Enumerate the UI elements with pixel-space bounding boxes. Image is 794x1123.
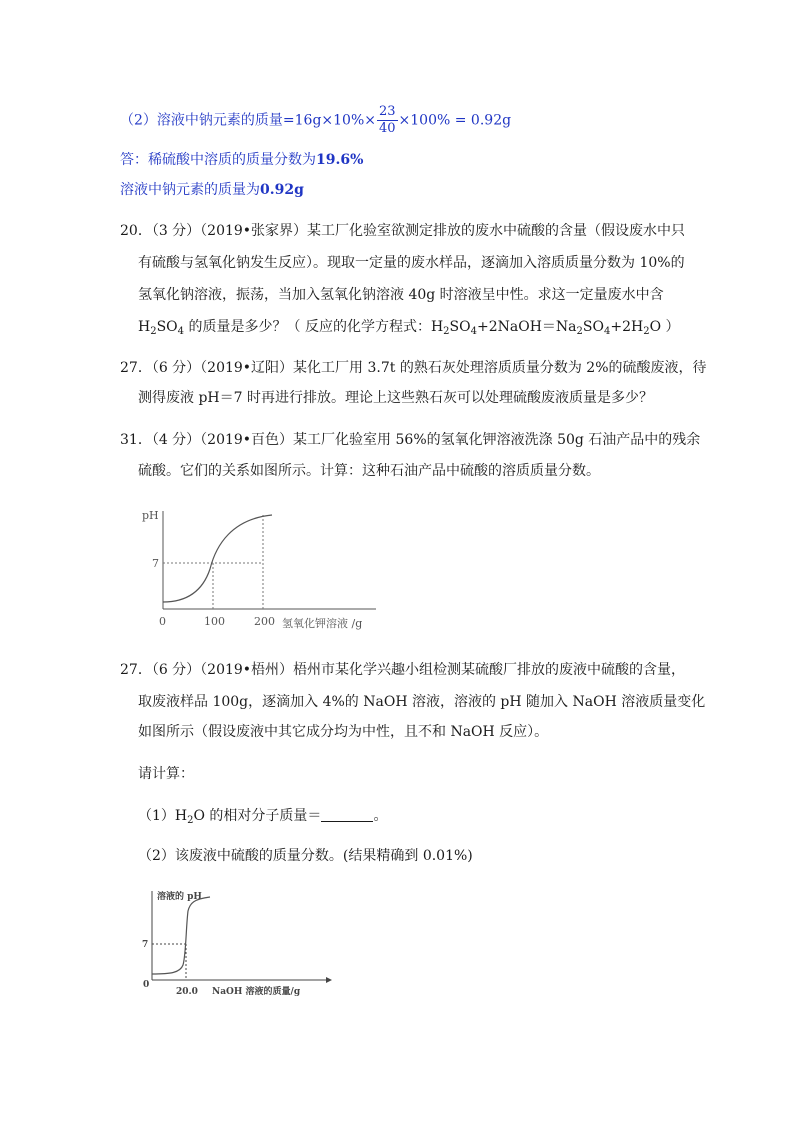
chart2-xlabel: NaOH 溶液的质量/g [212,987,301,997]
answer-part2-label: （2）溶液中钠元素的质量= [120,112,295,129]
chart1-curve [163,515,272,602]
formula-subscript: 4 [603,326,611,337]
q31-line-2: 硫酸。它们的关系如图所示。计算：这种石油产品中硫酸的溶质质量分数。 [138,463,600,479]
formula-subscript: 2 [576,326,583,337]
formula-part: SO [156,319,178,335]
chart2-ytick-7: 7 [142,940,149,950]
chart2-xtick: 20.0 [176,987,198,997]
chart2-x-arrow [326,977,332,983]
fraction [377,104,398,137]
answer-part2-expr-right: ×100% = 0.92g [398,112,512,129]
answer-part2-expr-left: 16g×10%× [294,112,376,129]
answer-part2-line [120,104,511,137]
formula-part: +2NaOH＝Na [476,319,577,335]
formula-part: +2H [610,319,644,335]
chart1-xtick-100: 100 [204,615,225,628]
q27a-line-2: 测得废液 pH＝7 时再进行排放。理论上这些熟石灰可以处理硫酸废液质量是多少？ [138,390,653,406]
q27b-line-1: 27．（6 分）（2019•梧州）梧州市某化学兴趣小组检测某硫酸厂排放的废液中硫酸的含量， [120,662,686,678]
q27b-sub1-text: O 的相对分子质量＝ [193,808,322,824]
q20-line-2: 有硫酸与氢氧化钠发生反应）。现取一定量的废水样品，逐滴加入溶质质量分数为 10%的 [138,255,685,271]
chart2-origin: 0 [143,980,150,990]
chart1-xtick-200: 200 [254,615,275,628]
fraction-denominator: 40 [379,121,396,136]
answer-line-1 [120,150,363,170]
answer-blank[interactable] [321,807,373,822]
chart1-origin: 0 [159,615,166,628]
formula-subscript: 4 [470,326,477,337]
chart1-ylabel: pH [142,509,159,522]
formula-part: 的质量是多少？（ 反应的化学方程式：H [184,319,444,335]
answer-1-value: 19.6% [316,152,364,168]
answer-2-value: 0.92g [260,182,304,198]
formula-part: SO [582,319,604,335]
chart-ph-vs-naoh [140,887,340,999]
q27b-line-6: （2）该废液中硫酸的质量分数。(结果精确到 0.01%) [138,848,473,864]
chart2-curve [152,897,210,974]
chart2-ylabel: 溶液的 pH [157,892,202,902]
q27a-line-1: 27．（6 分）（2019•辽阳）某化工厂用 3.7t 的熟石灰处理溶质质量分数为 2%的硫酸废液，待 [120,360,707,376]
q27b-sub1-period: 。 [373,808,388,824]
q20-line-4 [138,317,680,342]
formula-subscript: 2 [443,326,450,337]
q20-line-1: 20．（3 分）（2019•张家界）某工厂化验室欲测定排放的废水中硫酸的含量（假设废水中只 [120,223,686,239]
formula-subscript: 2 [643,326,650,337]
q27b-line-3: 如图所示（假设废液中其它成分均为中性，且不和 NaOH 反应）。 [138,724,549,740]
q27b-line-2: 取废液样品 100g，逐滴加入 4%的 NaOH 溶液，溶液的 pH 随加入 NaOH 溶液质量变化 [138,694,706,710]
formula-subscript: 4 [177,326,185,337]
q27b-sub1-prefix: （1）H [138,808,188,824]
q20-line-3: 氢氧化钠溶液，振荡，当加入氢氧化钠溶液 40g 时溶液呈中性。求这一定量废水中含 [138,287,664,303]
formula-subscript: 2 [150,326,157,337]
answer-line-2 [120,180,304,200]
chart1-ytick-7: 7 [152,557,159,570]
chart1-xlabel: 氢氧化钾溶液 /g [282,617,363,630]
formula-part: O ） [649,319,680,335]
answer-1-prefix: 答：稀硫酸中溶质的质量分数为 [120,152,316,168]
answer-2-prefix: 溶液中钠元素的质量为 [120,182,260,198]
formula-part: SO [449,319,471,335]
q31-line-1: 31．（4 分）（2019•百色）某工厂化验室用 56%的氢氧化钾溶液洗涤 50g 石油产品中的残余 [120,432,701,448]
q27b-line-5 [138,806,387,831]
fraction-numerator: 23 [379,104,396,119]
q27b-line-4: 请计算： [138,766,194,782]
formula-part: H [138,319,151,335]
formula-subscript: 2 [187,815,194,826]
chart-ph-vs-koh [140,505,400,635]
